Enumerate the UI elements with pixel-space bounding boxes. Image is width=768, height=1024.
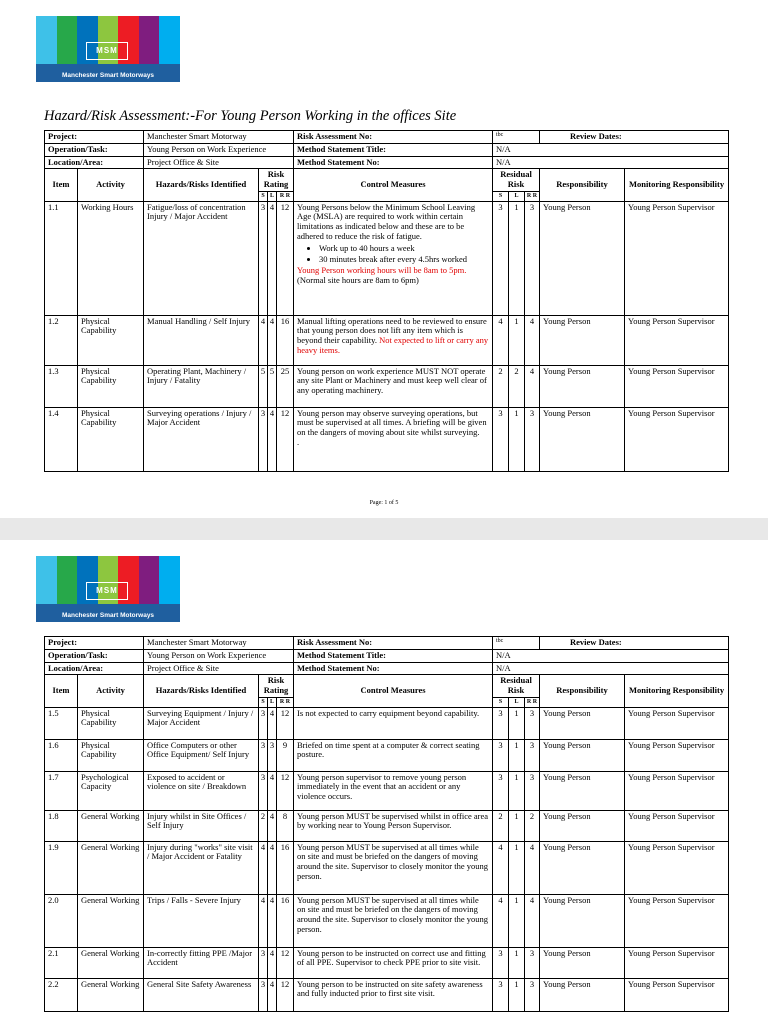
- hazard-cell: Surveying Equipment / Injury / Major Accident: [144, 707, 259, 739]
- logo-bar: [159, 16, 180, 64]
- likelihood-cell: 4: [268, 771, 277, 810]
- risk-rating-cell: 16: [277, 841, 294, 894]
- page2-rows: [45, 707, 729, 1011]
- logo-bar: [159, 556, 180, 604]
- residual-likelihood-cell: 1: [509, 739, 525, 771]
- risk-assessment-table: [44, 130, 729, 472]
- residual-severity-cell: 3: [493, 407, 509, 471]
- col-monitoring: Monitoring Responsibility: [625, 169, 729, 201]
- control-measures-cell: [294, 407, 493, 471]
- page1-rows: [45, 201, 729, 471]
- likelihood-cell: 5: [268, 365, 277, 407]
- ra-no-value: tbc: [493, 131, 540, 144]
- col-risk-rating: Risk Rating: [259, 675, 294, 698]
- ms-title-value: N/A: [493, 143, 729, 156]
- activity-cell: General Working: [78, 841, 144, 894]
- col-residual-rr: R R: [525, 191, 540, 201]
- severity-cell: 4: [259, 841, 268, 894]
- control-bullets: [297, 244, 489, 265]
- activity-cell: Physical Capability: [78, 407, 144, 471]
- activity-cell: Physical Capability: [78, 315, 144, 365]
- hazard-cell: Operating Plant, Machinery / Injury / Fatality: [144, 365, 259, 407]
- risk-rating-cell: 25: [277, 365, 294, 407]
- page-footer: Page: 1 of 5: [369, 500, 399, 506]
- residual-severity-cell: 4: [493, 315, 509, 365]
- activity-cell: General Working: [78, 947, 144, 978]
- risk-rating-cell: 16: [277, 894, 294, 947]
- operation-label: Operation/Task:: [45, 649, 144, 662]
- risk-rating-cell: 12: [277, 771, 294, 810]
- table-row: [45, 739, 729, 771]
- risk-rating-cell: 12: [277, 707, 294, 739]
- likelihood-cell: 4: [268, 841, 277, 894]
- residual-severity-cell: 2: [493, 365, 509, 407]
- monitoring-cell: Young Person Supervisor: [625, 947, 729, 978]
- risk-rating-cell: 8: [277, 810, 294, 841]
- severity-cell: 4: [259, 894, 268, 947]
- activity-cell: General Working: [78, 810, 144, 841]
- monitoring-cell: Young Person Supervisor: [625, 407, 729, 471]
- control-bullet: • 30 minutes break after every 4.5hrs worked: [319, 255, 489, 265]
- item-number: 2.1: [45, 947, 78, 978]
- risk-rating-cell: 12: [277, 201, 294, 315]
- hazard-cell: Injury whilst in Site Offices / Self Injury: [144, 810, 259, 841]
- item-number: 1.3: [45, 365, 78, 407]
- residual-likelihood-cell: 1: [509, 771, 525, 810]
- severity-cell: 3: [259, 707, 268, 739]
- residual-severity-cell: 3: [493, 707, 509, 739]
- severity-cell: 3: [259, 947, 268, 978]
- table-row: [45, 315, 729, 365]
- risk-rating-cell: 9: [277, 739, 294, 771]
- ms-no-value: N/A: [493, 156, 729, 169]
- col-residual-s: S: [493, 191, 509, 201]
- col-hazards: Hazards/Risks Identified: [144, 169, 259, 201]
- residual-risk-cell: 3: [525, 771, 540, 810]
- likelihood-cell: 4: [268, 810, 277, 841]
- item-number: 1.6: [45, 739, 78, 771]
- col-residual-l: L: [509, 697, 525, 707]
- item-number: 1.5: [45, 707, 78, 739]
- control-measures-cell: [294, 707, 493, 739]
- residual-risk-cell: 2: [525, 810, 540, 841]
- activity-cell: Psychological Capacity: [78, 771, 144, 810]
- hazard-cell: Office Computers or other Office Equipment/ Self Injury: [144, 739, 259, 771]
- activity-cell: Physical Capability: [78, 365, 144, 407]
- item-number: 2.2: [45, 978, 78, 1011]
- msm-logo: [36, 16, 180, 82]
- risk-rating-cell: 12: [277, 947, 294, 978]
- residual-likelihood-cell: 1: [509, 894, 525, 947]
- residual-risk-cell: 3: [525, 978, 540, 1011]
- responsibility-cell: Young Person: [540, 739, 625, 771]
- table-row: [45, 810, 729, 841]
- item-number: 1.9: [45, 841, 78, 894]
- control-text: Young person supervisor to remove young person immediately in the event that an accident or any violence occurs.: [297, 771, 467, 802]
- col-item: Item: [45, 675, 78, 707]
- likelihood-cell: 3: [268, 739, 277, 771]
- control-text: Young person to be instructed on site safety awareness and fully inducted prior to first site visit.: [297, 978, 483, 999]
- control-measures-cell: [294, 771, 493, 810]
- control-text: Is not expected to carry equipment beyond capability.: [297, 707, 480, 718]
- responsibility-cell: Young Person: [540, 810, 625, 841]
- residual-severity-cell: 3: [493, 978, 509, 1011]
- logo-caption: Manchester Smart Motorways: [61, 612, 155, 619]
- logo-bar: [36, 556, 57, 604]
- document-page-2: [0, 540, 768, 1024]
- activity-cell: Physical Capability: [78, 739, 144, 771]
- monitoring-cell: Young Person Supervisor: [625, 201, 729, 315]
- hazard-cell: Fatigue/loss of concentration Injury / Major Accident: [144, 201, 259, 315]
- hazard-cell: Injury during "works" site visit / Major Accident or Fatality: [144, 841, 259, 894]
- severity-cell: 4: [259, 315, 268, 365]
- severity-cell: 3: [259, 771, 268, 810]
- control-measures-cell: [294, 201, 493, 315]
- monitoring-cell: Young Person Supervisor: [625, 771, 729, 810]
- col-control: Control Measures: [294, 169, 493, 201]
- monitoring-cell: Young Person Supervisor: [625, 315, 729, 365]
- activity-cell: Working Hours: [78, 201, 144, 315]
- hazard-cell: Trips / Falls - Severe Injury: [144, 894, 259, 947]
- control-measures-cell: [294, 810, 493, 841]
- col-rr: R R: [277, 697, 294, 707]
- hazard-cell: General Site Safety Awareness: [144, 978, 259, 1011]
- monitoring-cell: Young Person Supervisor: [625, 365, 729, 407]
- likelihood-cell: 4: [268, 947, 277, 978]
- item-number: 1.7: [45, 771, 78, 810]
- col-activity: Activity: [78, 675, 144, 707]
- col-residual: Residual Risk: [493, 675, 540, 698]
- risk-rating-cell: 16: [277, 315, 294, 365]
- table-row: [45, 771, 729, 810]
- activity-cell: General Working: [78, 978, 144, 1011]
- col-s: S: [259, 191, 268, 201]
- control-text: Young person MUST be supervised at all times while on site and must be briefed on the dangers of moving around the site. Supervisor to closely monitor the young person.: [297, 841, 488, 882]
- control-measures-cell: [294, 365, 493, 407]
- activity-cell: Physical Capability: [78, 707, 144, 739]
- control-note: .: [297, 437, 300, 448]
- residual-severity-cell: 3: [493, 739, 509, 771]
- responsibility-cell: Young Person: [540, 771, 625, 810]
- likelihood-cell: 4: [268, 707, 277, 739]
- likelihood-cell: 4: [268, 201, 277, 315]
- residual-risk-cell: 4: [525, 315, 540, 365]
- control-measures-cell: [294, 947, 493, 978]
- control-text: Young person on work experience MUST NOT operate any site Plant or Machinery and must keep well clear of any operating machinery.: [297, 365, 487, 396]
- risk-rating-cell: 12: [277, 978, 294, 1011]
- severity-cell: 2: [259, 810, 268, 841]
- responsibility-cell: Young Person: [540, 707, 625, 739]
- col-control: Control Measures: [294, 675, 493, 707]
- table-row: [45, 841, 729, 894]
- residual-likelihood-cell: 1: [509, 707, 525, 739]
- item-number: 1.2: [45, 315, 78, 365]
- col-risk-rating: Risk Rating: [259, 169, 294, 192]
- col-residual-rr: R R: [525, 697, 540, 707]
- severity-cell: 3: [259, 407, 268, 471]
- hazard-cell: Manual Handling / Self Injury: [144, 315, 259, 365]
- residual-risk-cell: 4: [525, 894, 540, 947]
- table-row: [45, 894, 729, 947]
- document-heading: Hazard/Risk Assessment:-For Young Person Working in the offices Site: [44, 108, 457, 124]
- hazard-cell: In-correctly fitting PPE /Major Accident: [144, 947, 259, 978]
- col-item: Item: [45, 169, 78, 201]
- control-text: Young Persons below the Minimum School Leaving Age (MSLA) are required to work within certain limitations as indicated below and these are to be adhered to reduce the risk of fatigue.: [297, 201, 476, 242]
- residual-likelihood-cell: 1: [509, 407, 525, 471]
- operation-label: Operation/Task:: [45, 143, 144, 156]
- control-measures-cell: [294, 315, 493, 365]
- residual-risk-cell: 3: [525, 201, 540, 315]
- operation-value: Young Person on Work Experience: [144, 143, 294, 156]
- col-hazards: Hazards/Risks Identified: [144, 675, 259, 707]
- responsibility-cell: Young Person: [540, 407, 625, 471]
- responsibility-cell: Young Person: [540, 365, 625, 407]
- logo-mark: MSM: [86, 582, 128, 600]
- project-label: Project:: [45, 637, 144, 650]
- review-dates-label: Review Dates:: [540, 637, 729, 650]
- risk-rating-cell: 12: [277, 407, 294, 471]
- logo-mark: MSM: [86, 42, 128, 60]
- severity-cell: 3: [259, 978, 268, 1011]
- col-responsibility: Responsibility: [540, 169, 625, 201]
- ra-no-value: tbc: [493, 637, 540, 650]
- location-value: Project Office & Site: [144, 156, 294, 169]
- item-number: 2.0: [45, 894, 78, 947]
- likelihood-cell: 4: [268, 894, 277, 947]
- activity-cell: General Working: [78, 894, 144, 947]
- risk-assessment-table: [44, 636, 729, 1012]
- control-measures-cell: [294, 894, 493, 947]
- ms-title-label: Method Statement Title:: [294, 649, 493, 662]
- item-number: 1.1: [45, 201, 78, 315]
- review-dates-label: Review Dates:: [540, 131, 729, 144]
- control-text: Young person may observe surveying operations, but must be supervised at all times. A briefing will be given on the dangers of moving about site whilst surveying.: [297, 407, 487, 438]
- ms-no-label: Method Statement No:: [294, 662, 493, 675]
- table-row: [45, 947, 729, 978]
- hazard-cell: Surveying operations / Injury / Major Accident: [144, 407, 259, 471]
- table-row: [45, 407, 729, 471]
- control-measures-cell: [294, 978, 493, 1011]
- ms-title-value: N/A: [493, 649, 729, 662]
- responsibility-cell: Young Person: [540, 315, 625, 365]
- item-number: 1.4: [45, 407, 78, 471]
- project-label: Project:: [45, 131, 144, 144]
- monitoring-cell: Young Person Supervisor: [625, 841, 729, 894]
- col-activity: Activity: [78, 169, 144, 201]
- residual-likelihood-cell: 1: [509, 315, 525, 365]
- residual-likelihood-cell: 1: [509, 841, 525, 894]
- control-text: Manual lifting operations need to be reviewed to ensure that young person does not lift any item which is beyond their capability.: [297, 315, 487, 346]
- control-text: Young person MUST be supervised at all times while on site and must be briefed on the dangers of moving around the site. Supervisor to closely monitor the young person.: [297, 894, 488, 935]
- col-residual-s: S: [493, 697, 509, 707]
- residual-likelihood-cell: 1: [509, 947, 525, 978]
- table-row: [45, 978, 729, 1011]
- col-s: S: [259, 697, 268, 707]
- table-row: [45, 201, 729, 315]
- monitoring-cell: Young Person Supervisor: [625, 894, 729, 947]
- logo-bar: [139, 556, 160, 604]
- control-note: (Normal site hours are 8am to 6pm): [297, 275, 419, 286]
- likelihood-cell: 4: [268, 978, 277, 1011]
- item-number: 1.8: [45, 810, 78, 841]
- control-red-text: Young Person working hours will be 8am to 5pm.: [297, 265, 467, 276]
- monitoring-cell: Young Person Supervisor: [625, 739, 729, 771]
- col-l: L: [268, 191, 277, 201]
- residual-risk-cell: 4: [525, 841, 540, 894]
- likelihood-cell: 4: [268, 407, 277, 471]
- col-responsibility: Responsibility: [540, 675, 625, 707]
- residual-risk-cell: 4: [525, 365, 540, 407]
- monitoring-cell: Young Person Supervisor: [625, 978, 729, 1011]
- residual-severity-cell: 3: [493, 201, 509, 315]
- col-residual: Residual Risk: [493, 169, 540, 192]
- residual-risk-cell: 3: [525, 739, 540, 771]
- severity-cell: 3: [259, 201, 268, 315]
- logo-bar: [57, 16, 78, 64]
- residual-severity-cell: 4: [493, 894, 509, 947]
- responsibility-cell: Young Person: [540, 894, 625, 947]
- likelihood-cell: 4: [268, 315, 277, 365]
- control-text: Young person MUST be supervised whilst in office area by working near to Young Person Supervisor.: [297, 810, 489, 831]
- control-text: Young person to be instructed on correct use and fitting of all PPE. Supervisor to check PPE prior to site visit.: [297, 947, 486, 968]
- responsibility-cell: Young Person: [540, 841, 625, 894]
- residual-severity-cell: 2: [493, 810, 509, 841]
- residual-risk-cell: 3: [525, 707, 540, 739]
- responsibility-cell: Young Person: [540, 201, 625, 315]
- residual-severity-cell: 3: [493, 947, 509, 978]
- control-bullet: • Work up to 40 hours a week: [319, 244, 489, 254]
- location-label: Location/Area:: [45, 156, 144, 169]
- col-rr: R R: [277, 191, 294, 201]
- msm-logo: [36, 556, 180, 622]
- logo-bar: [139, 16, 160, 64]
- ms-no-value: N/A: [493, 662, 729, 675]
- logo-bar: [57, 556, 78, 604]
- residual-likelihood-cell: 1: [509, 201, 525, 315]
- operation-value: Young Person on Work Experience: [144, 649, 294, 662]
- responsibility-cell: Young Person: [540, 978, 625, 1011]
- ra-no-label: Risk Assessment No:: [294, 131, 493, 144]
- residual-severity-cell: 4: [493, 841, 509, 894]
- table-row: [45, 707, 729, 739]
- control-red-text: Not expected to lift or carry any heavy items.: [297, 335, 489, 356]
- col-l: L: [268, 697, 277, 707]
- control-text: Briefed on time spent at a computer & correct seating posture.: [297, 739, 480, 760]
- location-label: Location/Area:: [45, 662, 144, 675]
- control-measures-cell: [294, 841, 493, 894]
- project-value: Manchester Smart Motorway: [144, 131, 294, 144]
- project-value: Manchester Smart Motorway: [144, 637, 294, 650]
- residual-likelihood-cell: 2: [509, 365, 525, 407]
- ms-no-label: Method Statement No:: [294, 156, 493, 169]
- col-monitoring: Monitoring Responsibility: [625, 675, 729, 707]
- logo-caption: Manchester Smart Motorways: [61, 72, 155, 79]
- hazard-cell: Exposed to accident or violence on site / Breakdown: [144, 771, 259, 810]
- monitoring-cell: Young Person Supervisor: [625, 810, 729, 841]
- location-value: Project Office & Site: [144, 662, 294, 675]
- severity-cell: 3: [259, 739, 268, 771]
- severity-cell: 5: [259, 365, 268, 407]
- residual-likelihood-cell: 1: [509, 978, 525, 1011]
- monitoring-cell: Young Person Supervisor: [625, 707, 729, 739]
- logo-bar: [36, 16, 57, 64]
- residual-risk-cell: 3: [525, 947, 540, 978]
- table-row: [45, 365, 729, 407]
- responsibility-cell: Young Person: [540, 947, 625, 978]
- residual-severity-cell: 3: [493, 771, 509, 810]
- residual-likelihood-cell: 1: [509, 810, 525, 841]
- col-residual-l: L: [509, 191, 525, 201]
- control-measures-cell: [294, 739, 493, 771]
- residual-risk-cell: 3: [525, 407, 540, 471]
- ra-no-label: Risk Assessment No:: [294, 637, 493, 650]
- ms-title-label: Method Statement Title:: [294, 143, 493, 156]
